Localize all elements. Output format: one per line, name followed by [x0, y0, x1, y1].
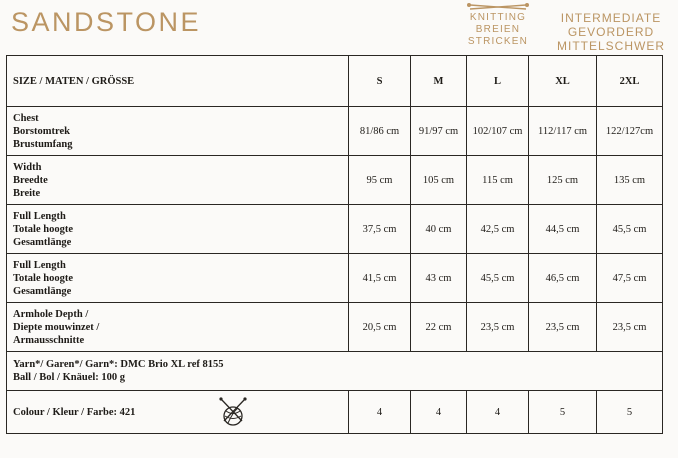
yarn-info: [7, 352, 663, 391]
table-cell: 102/107 cm: [467, 107, 529, 156]
table-cell: 95 cm: [349, 156, 411, 205]
knit-line-en: KNITTING: [469, 12, 527, 23]
table-cell: 125 cm: [529, 156, 597, 205]
knitting-badge: [458, 2, 538, 52]
colour-row: [7, 391, 663, 434]
table-cell: 23,5 cm: [597, 303, 663, 352]
page-header: [0, 0, 678, 54]
table-cell: 112/117 cm: [529, 107, 597, 156]
row-label: [7, 156, 349, 205]
row-label-line: Armausschnitte: [13, 334, 85, 346]
row-label: [7, 205, 349, 254]
size-header-2xl: 2XL: [597, 56, 663, 107]
table-cell: 20,5 cm: [349, 303, 411, 352]
table-cell: 45,5 cm: [597, 205, 663, 254]
row-label-line: Width: [13, 161, 42, 173]
table-header-row: [7, 56, 663, 107]
level-line-de: MITTELSCHWER: [557, 39, 665, 53]
ball-weight-line: Ball / Bol / Knäuel: 100 g: [13, 372, 126, 383]
knitting-needles-icon: [466, 2, 530, 12]
yarn-row: [7, 352, 663, 391]
table-cell: 122/127cm: [597, 107, 663, 156]
yarn-line: Yarn*/ Garen*/ Garn*: DMC Brio XL ref 8155: [13, 359, 224, 370]
table-row: [7, 303, 663, 352]
level-line-nl: GEVORDERD: [567, 25, 655, 39]
table-cell: 40 cm: [411, 205, 467, 254]
row-label-line: Brustumfang: [13, 138, 73, 150]
size-header-l: L: [467, 56, 529, 107]
table-cell: 115 cm: [467, 156, 529, 205]
row-label-line: Totale hoogte: [13, 223, 73, 235]
difficulty-label: [546, 11, 676, 53]
table-row: [7, 254, 663, 303]
table-cell: 4: [411, 391, 467, 434]
table-cell: 37,5 cm: [349, 205, 411, 254]
yarn-ball-icon: [218, 397, 248, 427]
row-label-line: Full Length: [13, 210, 66, 222]
table-cell: 43 cm: [411, 254, 467, 303]
table-row: [7, 205, 663, 254]
row-label-line: Breite: [13, 187, 41, 199]
table-cell: 81/86 cm: [349, 107, 411, 156]
row-label: [7, 107, 349, 156]
pattern-title: SANDSTONE: [11, 7, 202, 37]
row-label-line: Breedte: [13, 174, 48, 186]
table-cell: 4: [349, 391, 411, 434]
table-cell: 5: [529, 391, 597, 434]
row-label-line: Gesamtlänge: [13, 285, 72, 297]
row-label-line: Totale hoogte: [13, 272, 73, 284]
row-label-line: Borstomtrek: [13, 125, 70, 137]
table-cell: 46,5 cm: [529, 254, 597, 303]
table-cell: 5: [597, 391, 663, 434]
size-header-xl: XL: [529, 56, 597, 107]
table-cell: 91/97 cm: [411, 107, 467, 156]
table-cell: 23,5 cm: [529, 303, 597, 352]
table-cell: 45,5 cm: [467, 254, 529, 303]
row-label-line: Chest: [13, 112, 39, 124]
knit-line-nl: BREIEN: [475, 24, 521, 35]
size-header-label: SIZE / MATEN / GRÖSSE: [7, 56, 349, 107]
row-label-line: Armhole Depth /: [13, 308, 89, 320]
knit-line-de: STRICKEN: [467, 36, 529, 47]
table-cell: 135 cm: [597, 156, 663, 205]
table-row: [7, 156, 663, 205]
table-cell: 41,5 cm: [349, 254, 411, 303]
size-table: [6, 55, 663, 434]
size-header-s: S: [349, 56, 411, 107]
row-label-line: Diepte mouwinzet /: [13, 321, 100, 333]
level-line-en: INTERMEDIATE: [560, 11, 662, 25]
row-label: [7, 254, 349, 303]
table-row: [7, 107, 663, 156]
table-cell: 47,5 cm: [597, 254, 663, 303]
table-cell: 105 cm: [411, 156, 467, 205]
knitting-label: [458, 12, 538, 48]
size-header-m: M: [411, 56, 467, 107]
table-cell: 44,5 cm: [529, 205, 597, 254]
row-label: [7, 303, 349, 352]
row-label-line: Full Length: [13, 259, 66, 271]
table-cell: 42,5 cm: [467, 205, 529, 254]
colour-label-cell: [7, 391, 349, 434]
table-cell: 4: [467, 391, 529, 434]
row-label-line: Gesamtlänge: [13, 236, 72, 248]
table-cell: 22 cm: [411, 303, 467, 352]
table-cell: 23,5 cm: [467, 303, 529, 352]
colour-label: Colour / Kleur / Farbe: 421: [13, 406, 136, 418]
